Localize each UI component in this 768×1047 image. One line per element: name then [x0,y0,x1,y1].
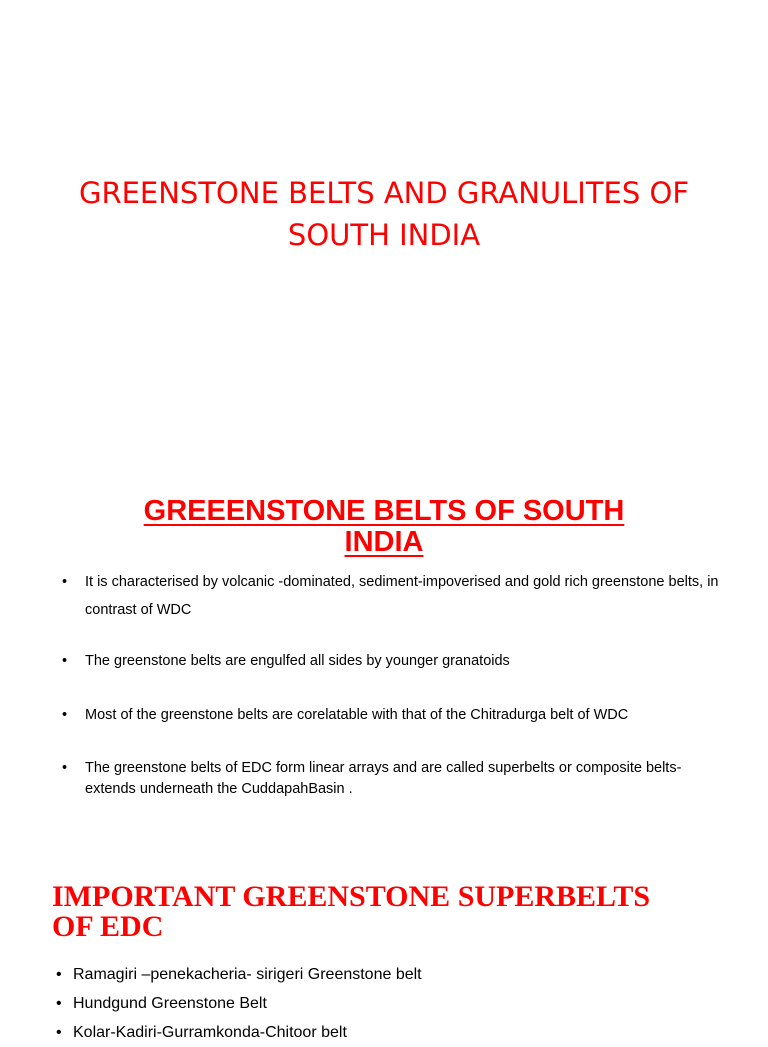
bullet-icon: • [56,1024,62,1041]
slide-heading [60,496,708,558]
bullet-item [62,650,722,704]
bullet-text: The greenstone belts of EDC form linear arrays and are called superbelts or composite belts-extends underneath the CuddapahBasin . [85,760,682,797]
bullet-icon: • [62,760,68,776]
bullet-item [62,758,722,800]
bullet-text: Hundgund Greenstone Belt [73,995,267,1012]
heading-line: INDIA [344,526,424,558]
bullet-icon: • [56,966,62,983]
slide-title [40,172,728,256]
bullet-item [56,960,746,989]
bullet-icon: • [62,653,68,669]
slide-heading [52,882,742,942]
bullet-text: It is characterised by volcanic -dominated, sediment-impoverised and gold rich greenstone belts, in contrast of WDC [85,574,719,618]
bullet-icon: • [62,574,68,590]
bullet-item [62,704,722,758]
title-line: GREENSTONE BELTS AND GRANULITES OF [78,176,690,210]
bullet-item [56,1018,746,1041]
bullet-list [56,960,746,1041]
heading-line: IMPORTANT GREENSTONE SUPERBELTS [52,880,651,913]
title-slide [0,0,768,440]
bullet-text: Kolar-Kadiri-Gurramkonda-Chitoor belt [73,1024,347,1041]
bullet-icon: • [62,707,68,723]
heading-line: GREEENSTONE BELTS OF SOUTH [143,495,625,527]
bullet-text: The greenstone belts are engulfed all sides by younger granatoids [85,653,510,669]
bullet-text: Most of the greenstone belts are corelatable with that of the Chitradurga belt of WDC [85,707,629,723]
bullet-icon: • [56,995,62,1012]
superbelts-slide [0,840,768,1041]
title-line: SOUTH INDIA [287,218,481,252]
bullet-item [56,989,746,1018]
greenstone-belts-slide [0,440,768,840]
bullet-list [62,574,722,800]
bullet-item [62,568,722,650]
heading-line: OF EDC [52,910,164,943]
bullet-text: Ramagiri –penekacheria- sirigeri Greenstone belt [73,966,422,983]
